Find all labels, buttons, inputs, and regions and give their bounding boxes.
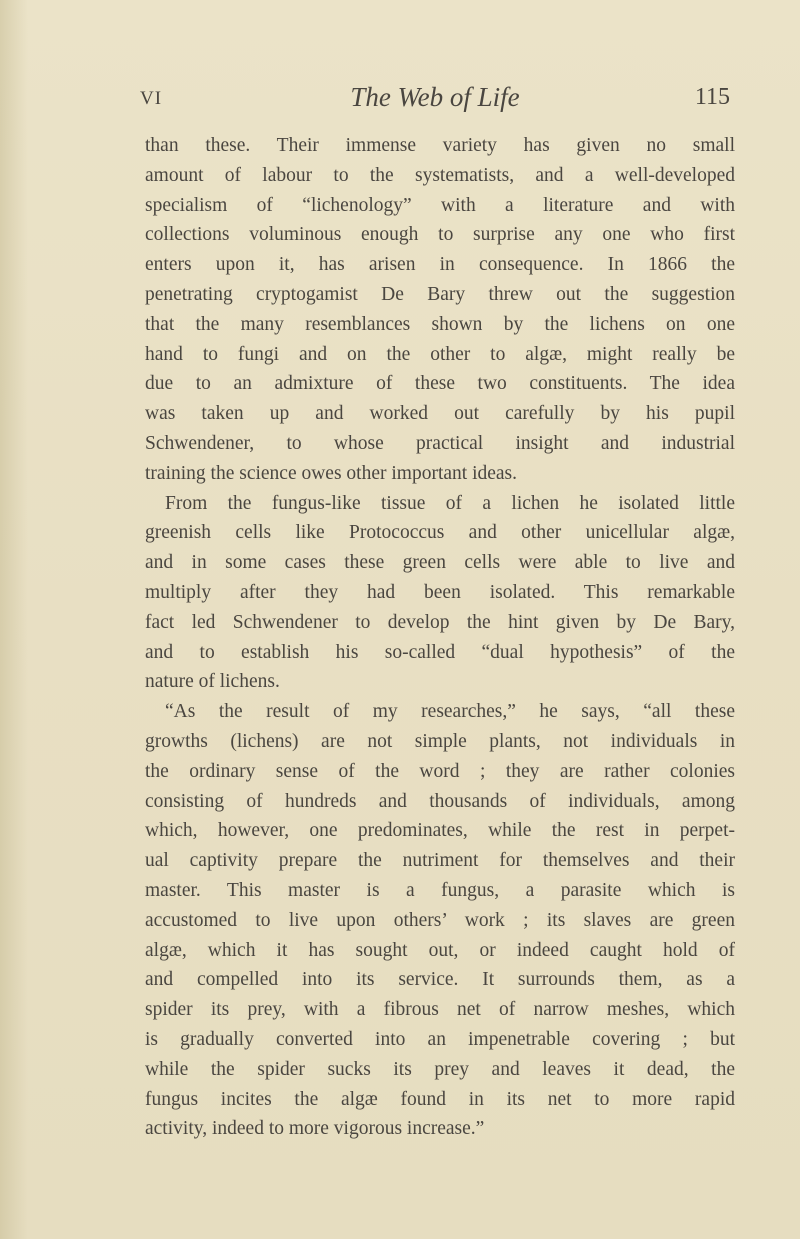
text-line: amount of labour to the systematists, and a well-developed <box>145 164 735 186</box>
text-line: training the science owes other important ideas. <box>145 462 518 484</box>
text-line: activity, indeed to more vigorous increase.” <box>145 1118 485 1140</box>
text-line: ual captivity prepare the nutriment for themselves and their <box>145 850 735 872</box>
text-line: Schwendener, to whose practical insight and industrial <box>145 432 735 454</box>
text-line: growths (lichens) are not simple plants, not individuals in <box>145 730 735 752</box>
text-line: while the spider sucks its prey and leaves it dead, the <box>145 1058 735 1080</box>
text-line: greenish cells like Protococcus and other unicellular algæ, <box>145 522 735 544</box>
chapter-numeral: VI <box>140 88 163 109</box>
text-line: which, however, one predominates, while the rest in perpet- <box>145 820 735 842</box>
running-title: The Web of Life <box>350 82 520 112</box>
page-number: 115 <box>694 84 730 110</box>
text-line: enters upon it, has arisen in consequence. In 1866 the <box>145 254 735 276</box>
text-line: and to establish his so-called “dual hypothesis” of the <box>145 641 735 663</box>
text-line: is gradually converted into an impenetrable covering ; but <box>145 1028 735 1050</box>
text-line: and compelled into its service. It surrounds them, as a <box>145 969 735 991</box>
text-line: specialism of “lichenology” with a literature and with <box>145 194 735 216</box>
text-line: that the many resemblances shown by the lichens on one <box>145 313 735 335</box>
text-line: consisting of hundreds and thousands of individuals, among <box>145 790 735 812</box>
text-line: collections voluminous enough to surprise any one who first <box>145 224 735 246</box>
text-line: algæ, which it has sought out, or indeed caught hold of <box>145 939 735 961</box>
text-line: and in some cases these green cells were able to live and <box>145 552 735 574</box>
text-line: penetrating cryptogamist De Bary threw out the suggestion <box>145 283 735 305</box>
text-line: master. This master is a fungus, a parasite which is <box>145 879 735 901</box>
text-line: From the fungus-like tissue of a lichen he isolated little <box>165 492 735 514</box>
text-line: spider its prey, with a fibrous net of narrow meshes, which <box>145 999 735 1021</box>
text-line: than these. Their immense variety has given no small <box>145 135 735 156</box>
text-line: fungus incites the algæ found in its net to more rapid <box>145 1088 735 1110</box>
text-line: accustomed to live upon others’ work ; its slaves are green <box>145 909 735 931</box>
text-line: the ordinary sense of the word ; they are rather colonies <box>145 760 735 782</box>
running-head <box>140 82 730 116</box>
body-text <box>145 131 735 1144</box>
text-line: nature of lichens. <box>145 671 280 693</box>
text-line: fact led Schwendener to develop the hint given by De Bary, <box>145 611 735 633</box>
text-line: “As the result of my researches,” he says, “all these <box>165 701 735 723</box>
text-line: hand to fungi and on the other to algæ, might really be <box>145 343 735 365</box>
text-line: due to an admixture of these two constituents. The idea <box>145 373 735 395</box>
text-line: was taken up and worked out carefully by his pupil <box>145 403 735 425</box>
text-line: multiply after they had been isolated. This remarkable <box>145 581 735 603</box>
